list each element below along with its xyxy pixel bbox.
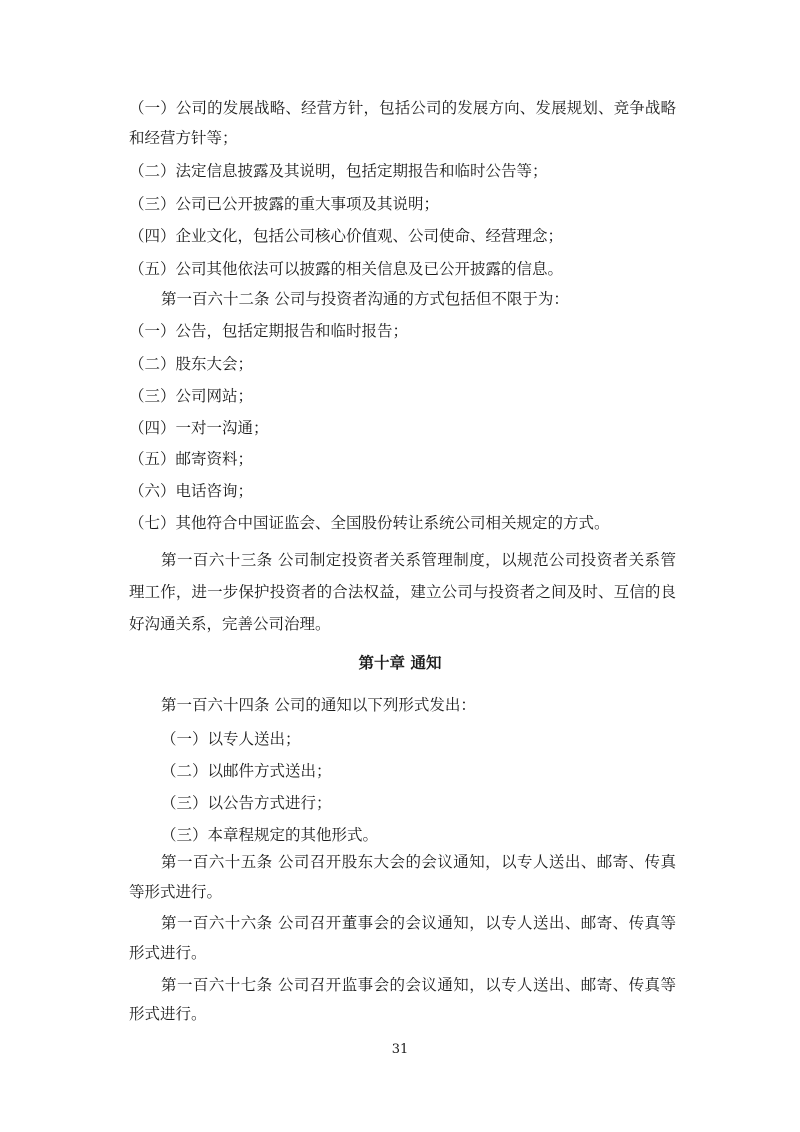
text-line: （一）公司的发展战略、经营方针，包括公司的发展方向、发展规划、竞争战略	[129, 99, 676, 117]
text-line: 和经营方针等；	[129, 129, 238, 147]
article-paragraph: 第一百六十七条 公司召开监事会的会议通知，以专人送出、邮寄、传真等	[161, 976, 676, 994]
text-line: （四）企业文化，包括公司核心价值观、公司使命、经营理念；	[129, 227, 564, 245]
page-number: 31	[391, 1042, 409, 1057]
text-line: （三）公司已公开披露的重大事项及其说明；	[129, 195, 440, 213]
article-paragraph: 第一百六十六条 公司召开董事会的会议通知，以专人送出、邮寄、传真等	[161, 914, 676, 932]
text-line: （三）公司网站；	[129, 387, 254, 405]
text-line: （一）以专人送出；	[161, 730, 301, 748]
article-paragraph: 第一百六十五条 公司召开股东大会的会议通知，以专人送出、邮寄、传真	[161, 853, 676, 871]
text-line: 等形式进行。	[129, 883, 223, 901]
text-line: （二）以邮件方式送出；	[161, 762, 332, 780]
text-line: 形式进行。	[129, 944, 207, 962]
text-line: 理工作，进一步保护投资者的合法权益，建立公司与投资者之间及时、互信的良	[129, 583, 676, 601]
text-line: 好沟通关系，完善公司治理。	[129, 615, 331, 633]
text-line: （七）其他符合中国证监会、全国股份转让系统公司相关规定的方式。	[129, 514, 610, 532]
article-heading: 第一百六十四条 公司的通知以下列形式发出：	[161, 696, 476, 714]
text-line: （六）电话咨询；	[129, 482, 254, 500]
text-line: （四）一对一沟通；	[129, 419, 269, 437]
chapter-title: 第十章 通知	[358, 654, 442, 672]
text-line: 形式进行。	[129, 1005, 207, 1023]
text-line: （三）本章程规定的其他形式。	[161, 826, 379, 844]
article-heading: 第一百六十二条 公司与投资者沟通的方式包括但不限于为：	[161, 290, 569, 308]
text-line: （二）法定信息披露及其说明，包括定期报告和临时公告等；	[129, 162, 548, 180]
text-line: （三）以公告方式进行；	[161, 794, 332, 812]
text-line: （一）公告，包括定期报告和临时报告；	[129, 322, 409, 340]
text-line: （二）股东大会；	[129, 355, 254, 373]
text-line: （五）公司其他依法可以披露的相关信息及已公开披露的信息。	[129, 260, 564, 278]
article-paragraph: 第一百六十三条 公司制定投资者关系管理制度，以规范公司投资者关系管	[161, 551, 676, 569]
text-line: （五）邮寄资料；	[129, 450, 254, 468]
